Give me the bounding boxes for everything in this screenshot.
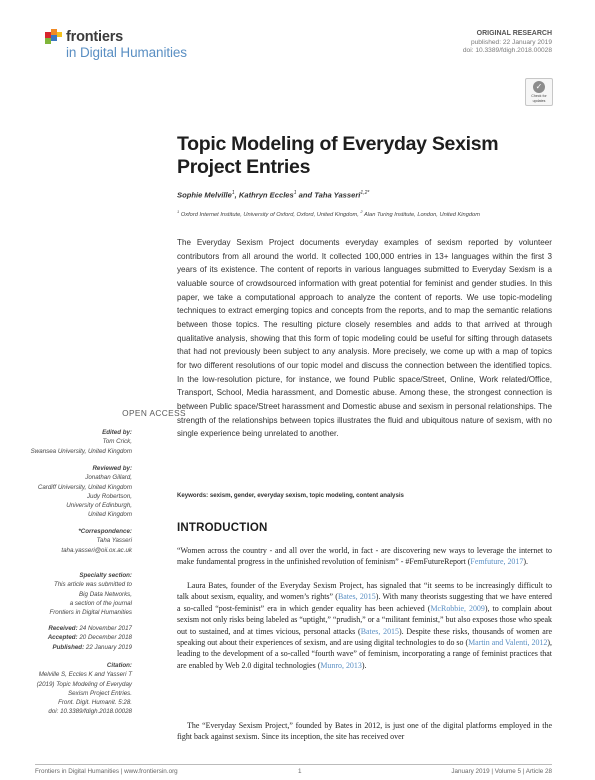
correspondence — [61, 527, 132, 555]
author-affil: 1,2* — [360, 190, 370, 196]
p2-text: ). Despite these risks, thousands of women are speaking out about their experiences of sexism, and are using digital technologies to do so ( — [177, 626, 552, 648]
published-date: published: 22 January 2019 — [470, 38, 552, 46]
keywords — [177, 492, 552, 499]
published-label: Published: — [52, 643, 85, 651]
published-value: 22 January 2019 — [85, 643, 132, 651]
page-number: 1 — [298, 768, 302, 775]
edited-by — [31, 428, 132, 456]
accepted-value: 20 December 2018 — [79, 634, 132, 642]
body-paragraph-3 — [177, 720, 552, 743]
citation-link[interactable]: Bates, 2015 — [337, 592, 376, 602]
article-title — [177, 133, 557, 179]
received-date — [48, 624, 132, 633]
reviewed-by — [38, 464, 132, 520]
citation-line: Front. Digit. Humanit. 5:28. — [58, 699, 132, 707]
doi[interactable]: doi: 10.3389/fdigh.2018.00028 — [462, 47, 552, 55]
p1-text: “Women across the country - and all over the world, in fact - are discovering new ways to leverage the internet to make fundamental progress in the unfinished revolution of feminism” - #FemFutureReport ( — [177, 546, 552, 567]
reviewer-line: Cardiff University, United Kingdom — [37, 483, 132, 491]
correspondence-email[interactable]: taha.yasseri@oii.ox.ac.uk — [61, 546, 132, 554]
editor-line: Tom Crick, — [102, 438, 132, 446]
citation-link[interactable]: Munro, 2013 — [320, 660, 362, 670]
specialty-line: Big Data Networks, — [79, 590, 132, 598]
journal-name: in Digital Humanities — [66, 45, 187, 60]
citation-link[interactable]: Femfuture, 2017 — [470, 557, 524, 567]
citation-line: Sexism Project Entries. — [68, 689, 132, 697]
section-heading-introduction: INTRODUCTION — [177, 522, 268, 534]
specialty-section — [49, 571, 132, 617]
title-line-1: Topic Modeling of Everyday Sexism — [177, 133, 499, 155]
reviewer-line: University of Edinburgh, — [66, 502, 132, 510]
check-updates-icon: ✓ — [533, 81, 545, 93]
received-label: Received: — [48, 625, 78, 632]
article-meta — [463, 30, 552, 56]
reviewer-line: United Kingdom — [87, 511, 132, 519]
affil-marker: 2 — [360, 209, 363, 214]
badge-line2: updates — [532, 99, 546, 103]
p3-text: The “Everyday Sexism Project,” founded by Bates in 2012, is just one of the digital platforms employed in the fight back against sexism. Since its inception, the site has received over — [177, 721, 552, 742]
p2-text: ). — [361, 660, 367, 670]
footer-divider — [35, 764, 552, 765]
keywords-label: Keywords: — [177, 492, 209, 499]
reviewer-line: Jonathan Gillard, — [85, 474, 132, 482]
affiliation-1: Oxford Internet Institute, University of Oxford, Oxford, United Kingdom, — [180, 211, 359, 218]
check-for-updates-badge[interactable] — [525, 78, 553, 106]
author-list: Sophie Melville$^1$, Kathryn Eccles$^1$ and Taha Yasseri$^{1,2*}$ — [177, 190, 370, 200]
abstract: The Everyday Sexism Project documents everyday examples of sexism reported by volunteer contributors from all around the world. It collected 100,000 entries in 13+ languages within the first 3 years of its existence. The content of reports in various languages submitted to Everyday Sexism is a valuable source of crowdsourced information with great potential for feminist and gender studies. In this paper, we take a computational approach to analyze the content of reports. We use topic-modeling techniques to extract emerging topics and concepts from the reports, and to map the semantic relations between those topics. The resulting picture closely resembles and adds to that arrived at through qualitative analysis, showing that this form of topic modeling could be useful for sifting through datasets that had not previously been subject to any analysis. More precisely, we come up with a map of topics for two different resolutions of our topic model and discuss the connection between the identified topics. In the low-resolution picture, for instance, we found Public space/Street, Online, Work related/Office, Transport, School, Media harassment, and Domestic abuse. Among these, the strongest connection is between Public space/Street harassment and Domestic abuse and sexism in personal relationships. The strength of the relationships between topics illustrates the fluid and ubiquitous nature of sexism, with no single experience being unrelated to another. — [177, 238, 552, 439]
citation-link[interactable]: McRobbie, 2009 — [430, 603, 485, 613]
author-name[interactable]: and Taha Yasseri — [298, 190, 361, 200]
accepted-label: Accepted: — [47, 634, 78, 642]
p1-end: ). — [523, 557, 528, 567]
correspondence-name: Taha Yasseri — [96, 537, 132, 545]
citation-line: Melville S, Eccles K and Yasseri T — [38, 671, 132, 679]
specialty-line: This article was submitted to — [53, 581, 132, 589]
author-name[interactable]: Kathryn Eccles — [238, 190, 294, 200]
title-line-2: Project Entries — [177, 156, 311, 178]
reviewed-by-heading: Reviewed by: — [92, 465, 132, 472]
accepted-date — [48, 633, 132, 642]
keywords-list: sexism, gender, everyday sexism, topic modeling, content analysis — [209, 492, 404, 499]
affiliation-2: Alan Turing Institute, London, United Kingdom — [364, 211, 480, 218]
footer-journal[interactable]: Frontiers in Digital Humanities | www.frontiersin.org — [35, 768, 178, 775]
badge-line1: Check for — [531, 94, 547, 98]
citation-link[interactable]: Bates, 2015 — [360, 626, 399, 636]
author-affil: 1 — [231, 190, 235, 196]
p2-text: ), leading to the development of a so-called “fourth wave” of feminism, incorporating a range of feminist practices that are enabled by Web 2.0 digital technologies ( — [177, 638, 552, 670]
citation-heading: Citation: — [106, 662, 132, 669]
article-type: ORIGINAL RESEARCH — [476, 30, 552, 37]
published-date-side — [48, 643, 132, 652]
dates — [48, 624, 132, 652]
specialty-line: a section of the journal — [69, 599, 132, 607]
brand-name: frontiers — [66, 29, 124, 45]
p2-text: ), to complain about sexism not only risks being labeled as “uptight,” “prudish,” or a “militant feminist,” but also exposes those who speak out to sustained, and at times vicious, personal attacks ( — [177, 603, 552, 636]
open-access-label: OPEN ACCESS — [122, 408, 186, 418]
editor-line: Swansea University, United Kingdom — [30, 447, 132, 455]
reviewer-line: Judy Robertson, — [86, 492, 132, 500]
citation — [37, 661, 132, 717]
p2-text: Laura Bates, founder of the Everyday Sexism Project, has signaled that “it seems to be increasingly difficult to talk about sexism, equality, and women’s rights” ( — [177, 581, 552, 602]
citation-line: doi: 10.3389/fdigh.2018.00028 — [48, 708, 132, 716]
body-paragraph-1 — [177, 545, 552, 568]
correspondence-heading: *Correspondence: — [78, 528, 132, 535]
frontiers-logo-icon — [44, 28, 64, 48]
p2-text: ). With many theorists suggesting that we have entered a so-called “post-feminist” era in which gender equality has been achieved ( — [177, 592, 552, 613]
citation-link[interactable]: Martin and Valenti, 2012 — [468, 638, 548, 648]
affil-marker: 1 — [177, 209, 180, 214]
specialty-heading: Specialty section: — [79, 572, 132, 579]
author-name[interactable]: Sophie Melville — [177, 190, 232, 200]
specialty-line: Frontiers in Digital Humanities — [49, 609, 132, 617]
author-affil: 1 — [293, 190, 297, 196]
received-value: 24 November 2017 — [79, 625, 132, 632]
affiliations — [177, 209, 480, 218]
footer-issue: January 2019 | Volume 5 | Article 28 — [451, 768, 552, 775]
edited-by-heading: Edited by: — [102, 429, 132, 436]
citation-line: (2019) Topic Modeling of Everyday — [36, 680, 132, 688]
body-paragraph-2 — [177, 580, 552, 671]
